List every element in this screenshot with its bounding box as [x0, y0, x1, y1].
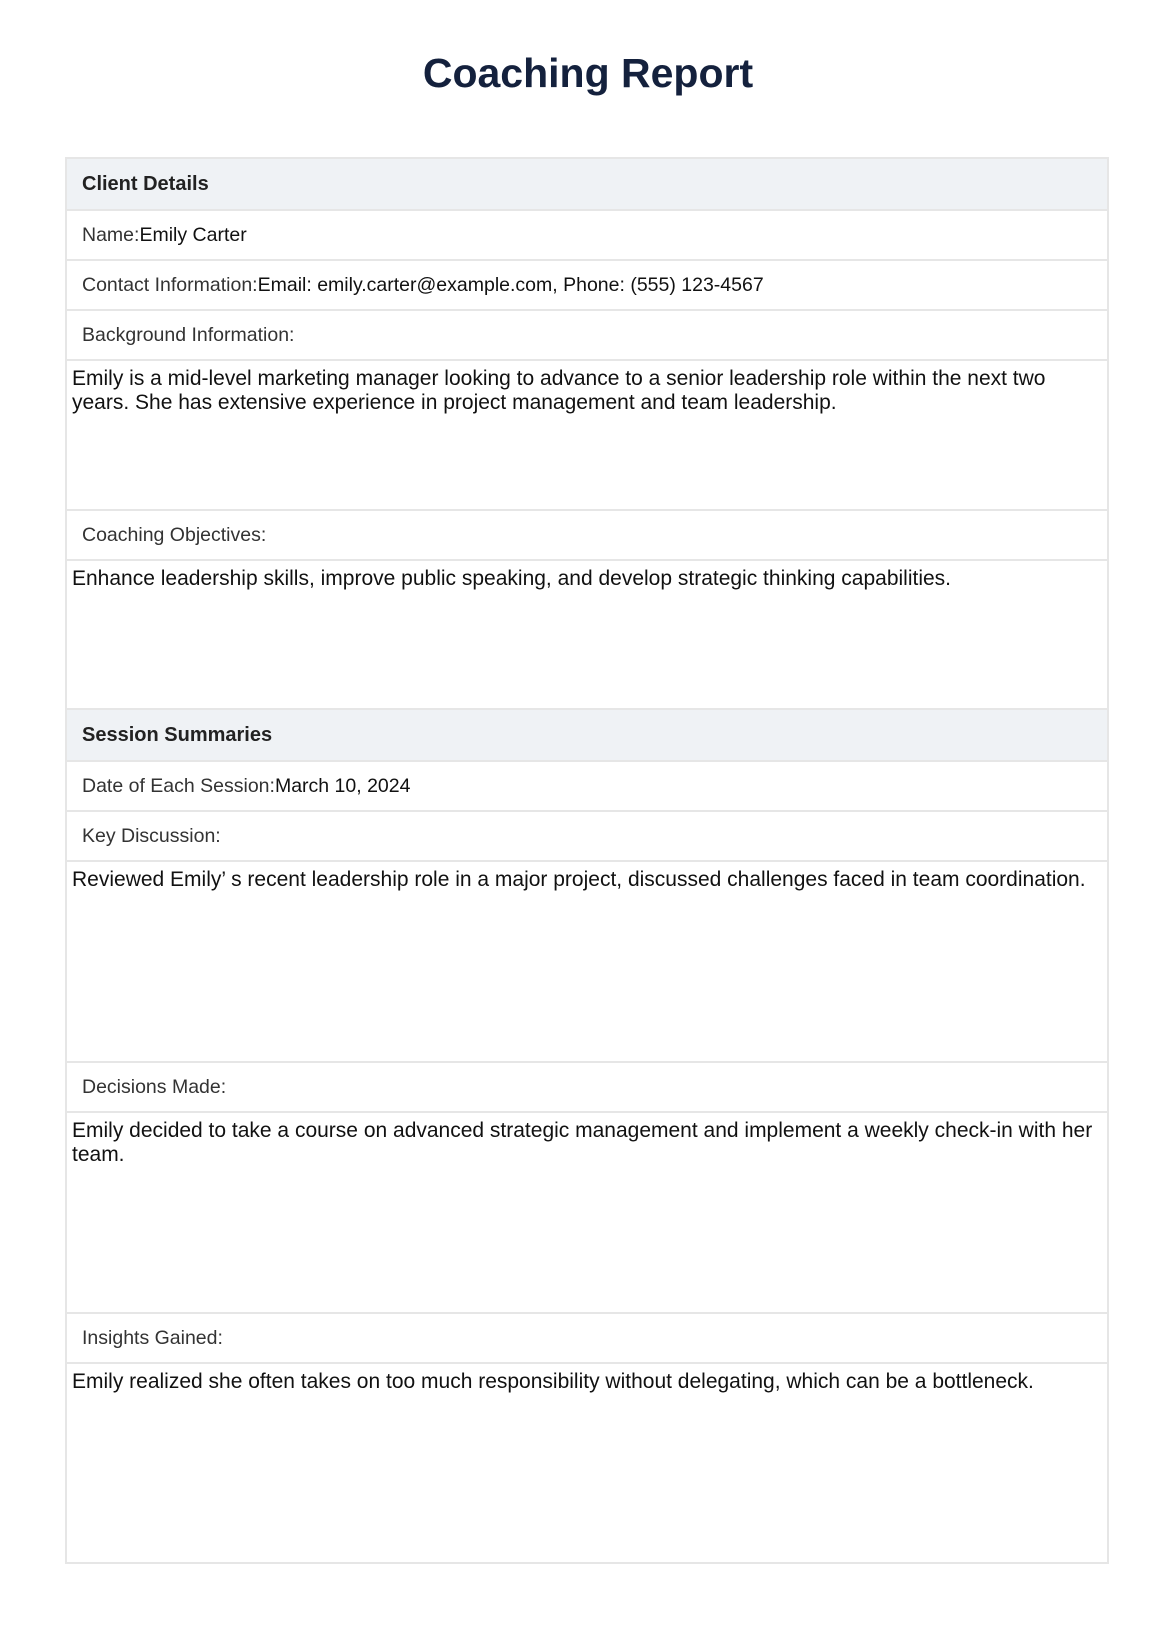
date-label: Date of Each Session: [82, 775, 275, 797]
objectives-label: Coaching Objectives: [67, 511, 1107, 561]
name-value: Emily Carter [139, 224, 247, 246]
section-header-session-summaries: Session Summaries [67, 710, 1107, 762]
name-row [67, 211, 1107, 261]
decisions-text: Emily decided to take a course on advanced strategic management and implement a weekly check-in with her team. [67, 1113, 1107, 1314]
background-text: Emily is a mid-level marketing manager looking to advance to a senior leadership role within the next two years. She has extensive experience in project management and team leadership. [67, 361, 1107, 511]
date-value: March 10, 2024 [274, 775, 411, 797]
section-header-client-details: Client Details [67, 159, 1107, 211]
objectives-text: Enhance leadership skills, improve public speaking, and develop strategic thinking capabilities. [67, 561, 1107, 710]
name-label: Name: [82, 224, 140, 246]
date-row [67, 762, 1107, 812]
background-label: Background Information: [67, 311, 1107, 361]
contact-value: Email: emily.carter@example.com, Phone: (555) 123-4567 [257, 274, 764, 296]
insights-text: Emily realized she often takes on too much responsibility without delegating, which can be a bottleneck. [72, 1370, 1034, 1393]
insights-label: Insights Gained: [67, 1314, 1107, 1364]
contact-row [67, 261, 1107, 311]
page-title: Coaching Report [422, 50, 754, 96]
discussion-text: Reviewed Emily’ s recent leadership role in a major project, discussed challenges faced in team coordination. [67, 862, 1107, 1063]
contact-label: Contact Information: [82, 274, 258, 296]
discussion-label: Key Discussion: [67, 812, 1107, 862]
report-table [65, 157, 1109, 1564]
decisions-label: Decisions Made: [67, 1063, 1107, 1113]
